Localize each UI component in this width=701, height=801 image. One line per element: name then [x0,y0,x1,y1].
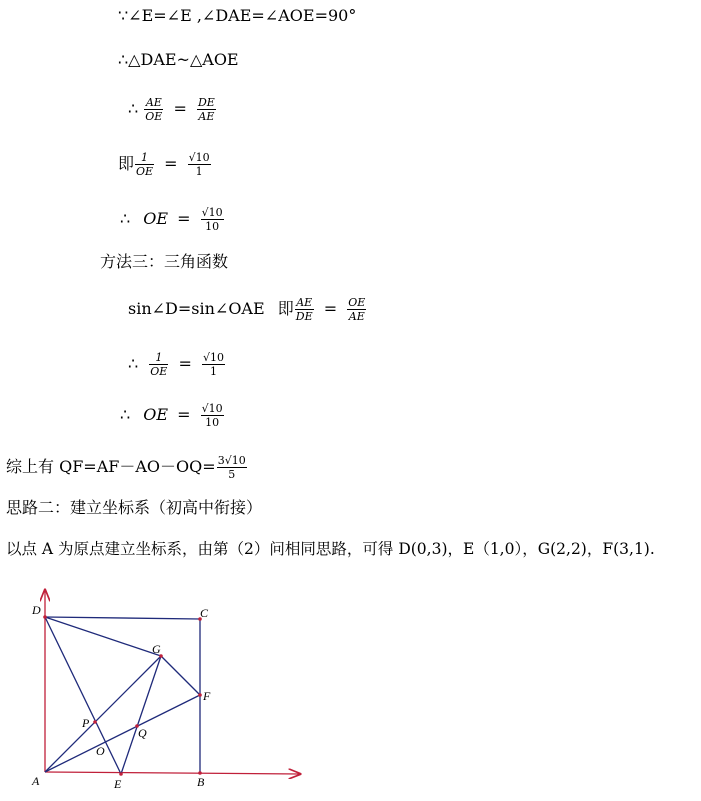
numerator: 1 [149,351,168,365]
statement-angles: ∵∠E=∠E ,∠DAE=∠AOE=90° [118,6,357,25]
coordinate-statement: 以点 A 为原点建立坐标系，由第（2）问相同思路，可得 D(0,3)，E（1,0），G(2,2)，F(3,1). [6,540,655,558]
idea-two-heading: 思路二：建立坐标系（初高中衔接） [6,498,263,517]
label-g: G [152,642,161,656]
numerator: AE [296,296,313,309]
equals-sign: = [173,99,187,118]
sqrt-ten: √10 [224,454,246,467]
denominator: OE [150,365,168,378]
label-q: Q [138,726,147,740]
equals-sign: = [323,299,338,318]
equals-sign: = [177,209,191,228]
numerator: √10 [202,351,224,364]
label-c: C [200,606,209,620]
numerator: OE [348,296,366,309]
therefore-symbol: ∴ [120,405,131,424]
label-a: A [32,774,40,788]
segment-gf [161,656,200,695]
sin-text: sin∠D=sin∠OAE [128,299,265,318]
denominator: AE [348,310,365,323]
point-d [43,615,47,619]
x-axis [45,772,300,774]
denominator: 1 [195,165,203,178]
denominator: 1 [209,365,217,378]
summary-text: 综上有 QF=AF－AO－OQ= [6,457,216,476]
point-e [119,772,123,776]
statement-similar: ∴△DAE~△AOE [118,50,239,69]
label-f: F [203,689,211,703]
equals-sign: = [164,154,178,173]
equals-sign: = [178,354,192,373]
ji-word: 即 [118,154,135,173]
denominator: DE [295,310,313,323]
ji-word: 即 [277,299,294,318]
segment-dg [45,617,161,656]
equals-sign: = [177,405,191,424]
denominator: OE [145,110,163,123]
segment-af [45,695,200,772]
numerator: √10 [201,206,223,219]
segment-de [45,617,121,774]
therefore-symbol: ∴ [128,99,139,118]
numerator: √10 [201,402,223,415]
denominator: 10 [205,416,220,429]
point-p [93,720,97,724]
label-e: E [114,777,122,791]
therefore-symbol: ∴ [120,209,131,228]
label-p: P [82,716,90,730]
coefficient: 3 [217,454,225,467]
denominator: 10 [205,220,220,233]
numerator: √10 [188,151,210,164]
numerator: AE [145,96,162,109]
numerator: DE [197,96,215,109]
method-three-heading: 方法三：三角函数 [100,252,229,271]
label-b: B [197,775,205,789]
segment-eg [121,656,161,774]
segment-dc [45,617,200,619]
denominator: AE [198,110,215,123]
denominator: 5 [228,468,236,481]
oe-var: OE [143,405,169,424]
therefore-symbol: ∴ [128,354,139,373]
denominator: OE [136,165,154,178]
oe-var: OE [143,209,169,228]
point-f [198,693,202,697]
label-d: D [32,603,41,617]
numerator: 1 [135,151,154,165]
label-o: O [96,744,105,758]
